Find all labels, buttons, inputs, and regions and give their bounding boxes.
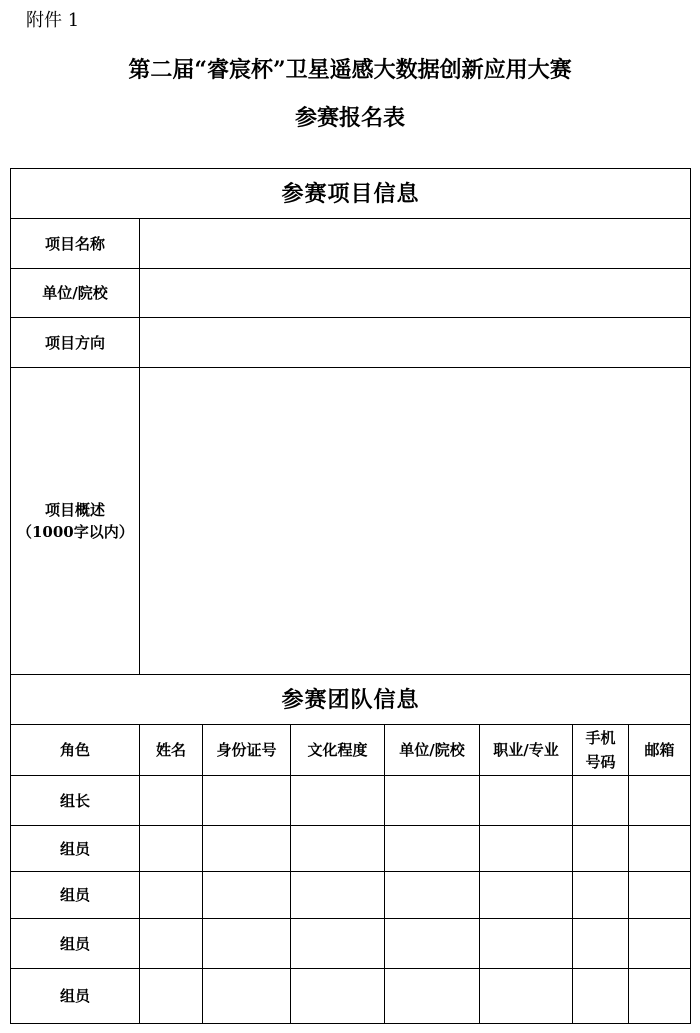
project-unit-field[interactable] [140, 269, 691, 318]
project-name-label: 项目名称 [11, 219, 140, 269]
column-header-role: 角色 [11, 725, 140, 776]
project-name-row [11, 219, 691, 269]
column-header-id-number: 身份证号 [203, 725, 291, 776]
unit-field[interactable] [385, 969, 480, 1024]
name-field[interactable] [140, 826, 203, 872]
education-field[interactable] [291, 826, 385, 872]
unit-field[interactable] [385, 919, 480, 969]
phone-field[interactable] [573, 919, 629, 969]
column-header-unit: 单位/院校 [385, 725, 480, 776]
team-role-cell: 组长 [11, 776, 140, 826]
email-field[interactable] [629, 776, 691, 826]
registration-form-table [10, 168, 691, 1024]
email-field[interactable] [629, 919, 691, 969]
project-direction-row [11, 318, 691, 368]
page-title: 第二届“睿宸杯”卫星遥感大数据创新应用大赛 [128, 57, 572, 83]
email-field[interactable] [629, 872, 691, 919]
education-field[interactable] [291, 872, 385, 919]
occupation-field[interactable] [480, 826, 573, 872]
column-header-occupation: 职业/专业 [480, 725, 573, 776]
unit-field[interactable] [385, 826, 480, 872]
project-direction-field[interactable] [140, 318, 691, 368]
team-role-cell: 组员 [11, 919, 140, 969]
table-row [11, 776, 691, 826]
team-section-header-row [11, 675, 691, 725]
occupation-field[interactable] [480, 919, 573, 969]
name-field[interactable] [140, 969, 203, 1024]
table-row [11, 919, 691, 969]
phone-field[interactable] [573, 776, 629, 826]
phone-field[interactable] [573, 969, 629, 1024]
name-field[interactable] [140, 919, 203, 969]
unit-field[interactable] [385, 776, 480, 826]
table-row [11, 872, 691, 919]
occupation-field[interactable] [480, 969, 573, 1024]
team-role-cell: 组员 [11, 826, 140, 872]
id-number-field[interactable] [203, 776, 291, 826]
occupation-field[interactable] [480, 776, 573, 826]
column-header-name: 姓名 [140, 725, 203, 776]
email-field[interactable] [629, 826, 691, 872]
name-field[interactable] [140, 872, 203, 919]
project-unit-label: 单位/院校 [11, 269, 140, 318]
table-row [11, 826, 691, 872]
project-direction-label: 项目方向 [11, 318, 140, 368]
column-header-phone-cell [573, 725, 629, 776]
id-number-field[interactable] [203, 919, 291, 969]
attachment-label: 附件 1 [26, 10, 80, 31]
project-overview-row [11, 368, 691, 675]
team-column-header-row [11, 725, 691, 776]
column-header-phone: 手机号码 [585, 729, 616, 771]
name-field[interactable] [140, 776, 203, 826]
education-field[interactable] [291, 776, 385, 826]
project-overview-label: 项目概述（1000字以内） [11, 368, 140, 675]
column-header-education: 文化程度 [291, 725, 385, 776]
team-role-cell: 组员 [11, 969, 140, 1024]
project-name-field[interactable] [140, 219, 691, 269]
team-role-cell: 组员 [11, 872, 140, 919]
id-number-field[interactable] [203, 872, 291, 919]
occupation-field[interactable] [480, 872, 573, 919]
education-field[interactable] [291, 919, 385, 969]
unit-field[interactable] [385, 872, 480, 919]
table-row [11, 969, 691, 1024]
education-field[interactable] [291, 969, 385, 1024]
project-section-header-row [11, 169, 691, 219]
email-field[interactable] [629, 969, 691, 1024]
team-section-heading: 参赛团队信息 [11, 675, 691, 725]
id-number-field[interactable] [203, 826, 291, 872]
phone-field[interactable] [573, 826, 629, 872]
phone-field[interactable] [573, 872, 629, 919]
project-overview-field[interactable] [140, 368, 691, 675]
form-subtitle: 参赛报名表 [294, 105, 405, 131]
column-header-email: 邮箱 [629, 725, 691, 776]
project-section-heading: 参赛项目信息 [11, 169, 691, 219]
project-unit-row [11, 269, 691, 318]
id-number-field[interactable] [203, 969, 291, 1024]
